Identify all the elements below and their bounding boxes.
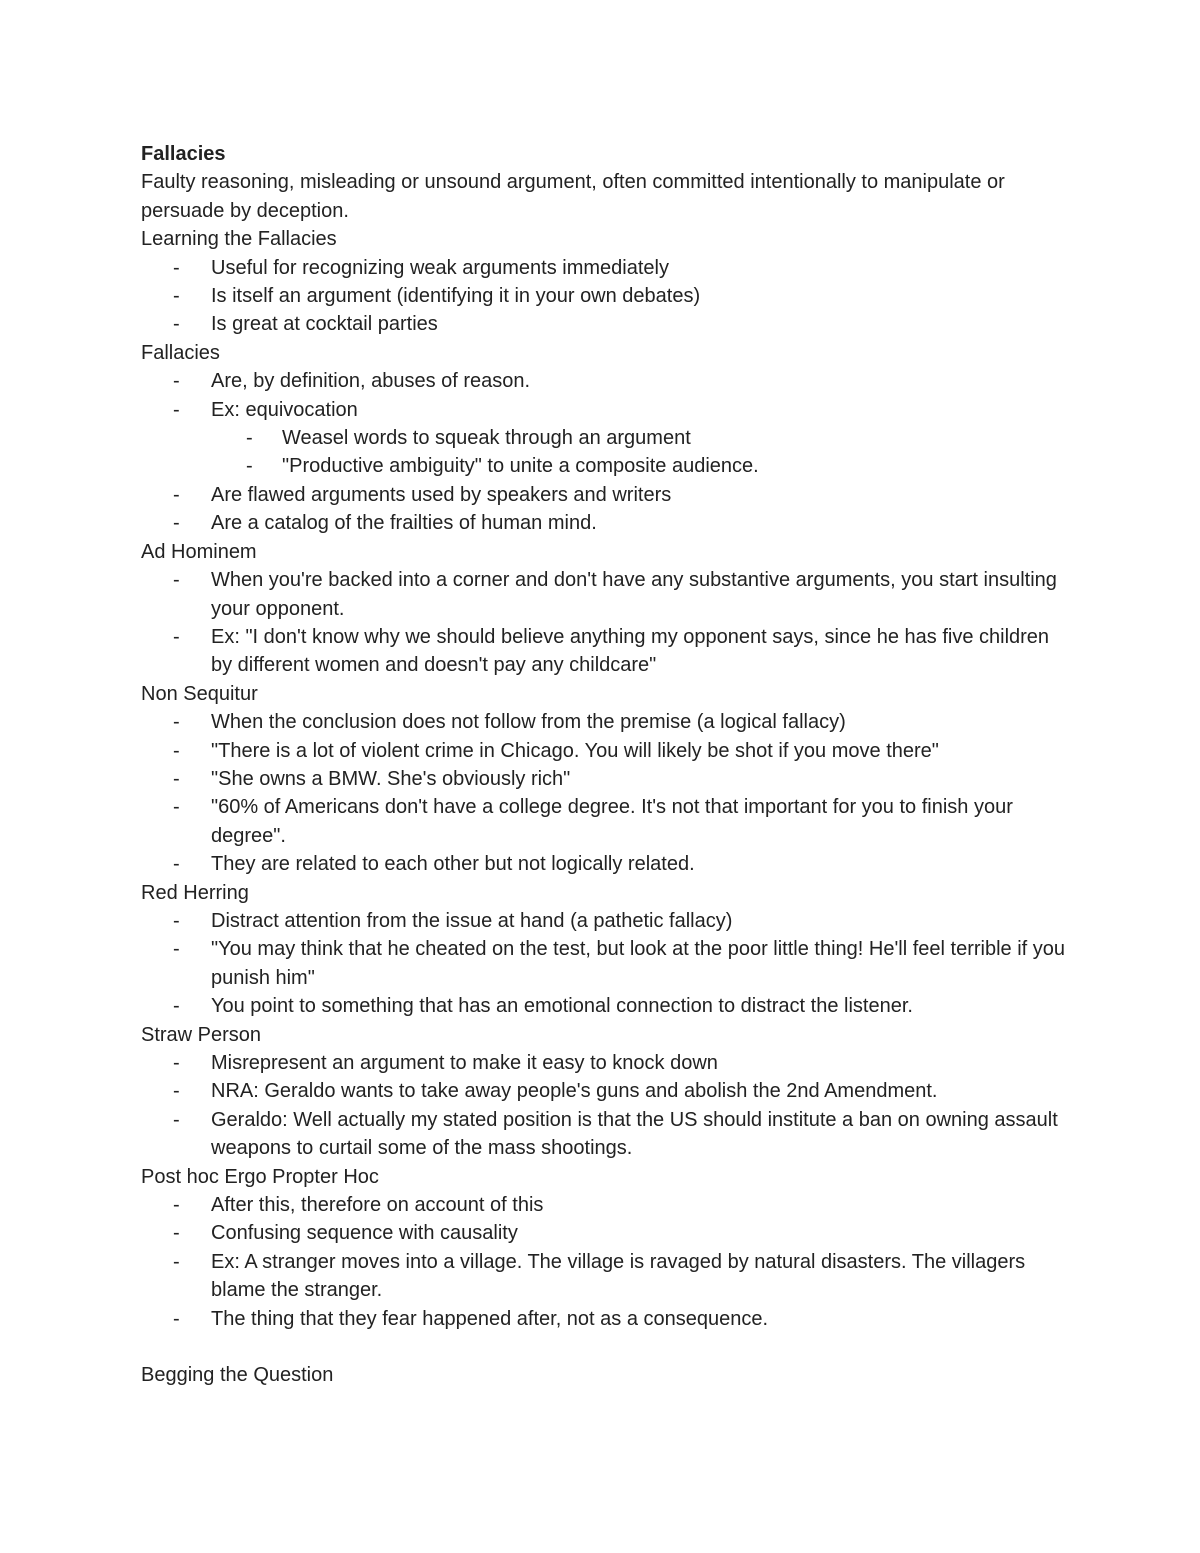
section-heading: Straw Person (141, 1023, 262, 1046)
list-item (141, 1049, 1071, 1077)
bullet-dash: - (173, 1080, 180, 1103)
bullet-list (141, 1191, 1071, 1333)
document-title: Fallacies (141, 143, 226, 165)
list-item (141, 935, 1071, 992)
list-item-text: Useful for recognizing weak arguments immediately (211, 256, 669, 279)
list-item (141, 452, 1071, 480)
section-heading: Begging the Question (141, 1364, 334, 1387)
section-heading: Learning the Fallacies (141, 228, 337, 251)
bullet-dash: - (246, 427, 253, 450)
list-item-text: You point to something that has an emotional connection to distract the listener. (211, 995, 913, 1018)
list-item (141, 310, 1071, 338)
list-item (141, 1219, 1071, 1247)
bullet-dash: - (173, 909, 180, 932)
document-page (141, 140, 1071, 1390)
bullet-dash: - (173, 569, 180, 592)
list-item (141, 992, 1071, 1020)
list-item-text: After this, therefore on account of this (211, 1194, 544, 1217)
list-item-text: "You may think that he cheated on the test, but look at the poor little thing! He'll feel terrible if you punish him" (211, 938, 1066, 989)
bullet-dash: - (173, 711, 180, 734)
intro-paragraph: Faulty reasoning, misleading or unsound argument, often committed intentionally to manipulate or persuade by deception. (141, 171, 1005, 222)
list-item-text: The thing that they fear happened after, not as a consequence. (211, 1307, 769, 1330)
bullet-dash: - (173, 1307, 180, 1330)
section-heading: Fallacies (141, 341, 220, 364)
list-item (141, 850, 1071, 878)
bullet-dash: - (173, 370, 180, 393)
bullet-dash: - (173, 313, 180, 336)
list-item-text: They are related to each other but not logically related. (211, 853, 695, 876)
list-item (141, 737, 1071, 765)
bullet-dash: - (173, 285, 180, 308)
list-item (141, 907, 1071, 935)
list-item-text: When the conclusion does not follow from the premise (a logical fallacy) (211, 711, 846, 734)
bullet-list (141, 907, 1071, 1021)
list-item (141, 254, 1071, 282)
list-item-text: Ex: A stranger moves into a village. The village is ravaged by natural disasters. The villagers blame the stranger. (211, 1250, 1026, 1302)
list-item (141, 1077, 1071, 1105)
list-item (141, 708, 1071, 736)
list-item-text: Is itself an argument (identifying it in your own debates) (211, 285, 701, 308)
bullet-dash: - (173, 853, 180, 876)
bullet-dash: - (173, 256, 180, 279)
list-item (141, 623, 1071, 680)
list-item-text: Ex: "I don't know why we should believe anything my opponent says, since he has five children by different women and doesn't pay any childcare" (211, 625, 1050, 677)
bullet-list (141, 708, 1071, 878)
bullet-dash: - (173, 739, 180, 762)
list-item (141, 282, 1071, 310)
bullet-dash: - (173, 483, 180, 506)
section-heading: Post hoc Ergo Propter Hoc (141, 1165, 379, 1188)
bullet-dash: - (173, 512, 180, 535)
bullet-dash: - (173, 767, 180, 790)
bullet-dash: - (173, 995, 180, 1018)
bullet-dash: - (173, 1052, 180, 1074)
list-item-text: "There is a lot of violent crime in Chicago. You will likely be shot if you move there" (211, 739, 939, 762)
bullet-dash: - (173, 1108, 180, 1131)
list-item-text: "She owns a BMW. She's obviously rich" (211, 767, 571, 790)
bullet-list (141, 566, 1071, 680)
list-item (141, 765, 1071, 793)
list-item-text: Are a catalog of the frailties of human mind. (211, 512, 597, 535)
list-item (141, 1248, 1071, 1305)
list-item-text: When you're backed into a corner and don't have any substantive arguments, you start insulting your opponent. (211, 569, 1057, 620)
list-item-text: Are, by definition, abuses of reason. (211, 370, 531, 393)
list-item (141, 509, 1071, 537)
list-item (141, 566, 1071, 623)
bullet-dash: - (173, 1250, 180, 1273)
list-item-text: Are flawed arguments used by speakers and writers (211, 483, 672, 506)
list-item-text: Misrepresent an argument to make it easy to knock down (211, 1052, 718, 1074)
section-heading: Non Sequitur (141, 682, 258, 705)
bullet-dash: - (173, 625, 180, 648)
bullet-list (141, 1049, 1071, 1163)
bullet-dash: - (173, 1194, 180, 1217)
list-item (141, 367, 1071, 395)
section-heading: Red Herring (141, 881, 249, 904)
list-item-text: NRA: Geraldo wants to take away people's guns and abolish the 2nd Amendment. (211, 1080, 938, 1103)
bullet-dash: - (173, 398, 180, 421)
bullet-list (141, 367, 1071, 537)
bullet-list (141, 254, 1071, 339)
bullet-list (141, 424, 1071, 481)
list-item-text: Distract attention from the issue at hand (a pathetic fallacy) (211, 909, 733, 932)
list-item (141, 424, 1071, 452)
list-item-text: Weasel words to squeak through an argument (282, 427, 691, 450)
section-heading: Ad Hominem (141, 540, 257, 563)
list-item (141, 481, 1071, 509)
list-item (141, 1106, 1071, 1163)
list-item-text: Geraldo: Well actually my stated position is that the US should institute a ban on owning assault weapons to curtail some of the mass shootings. (211, 1108, 1058, 1160)
document-sections (141, 225, 1071, 1390)
list-item (141, 1191, 1071, 1219)
blank-line (141, 1333, 1071, 1361)
list-item (141, 1305, 1071, 1333)
list-item-text: Confusing sequence with causality (211, 1222, 518, 1245)
bullet-dash: - (173, 1222, 180, 1245)
bullet-dash: - (246, 455, 253, 478)
bullet-dash: - (173, 938, 180, 961)
list-item-text: Is great at cocktail parties (211, 313, 438, 336)
list-item-text: "60% of Americans don't have a college degree. It's not that important for you to finish your degree". (211, 796, 1013, 847)
list-item (141, 793, 1071, 850)
list-item-text: Ex: equivocation (211, 398, 358, 421)
list-item (141, 396, 1071, 481)
list-item-text: "Productive ambiguity" to unite a composite audience. (282, 455, 759, 478)
bullet-dash: - (173, 796, 180, 819)
